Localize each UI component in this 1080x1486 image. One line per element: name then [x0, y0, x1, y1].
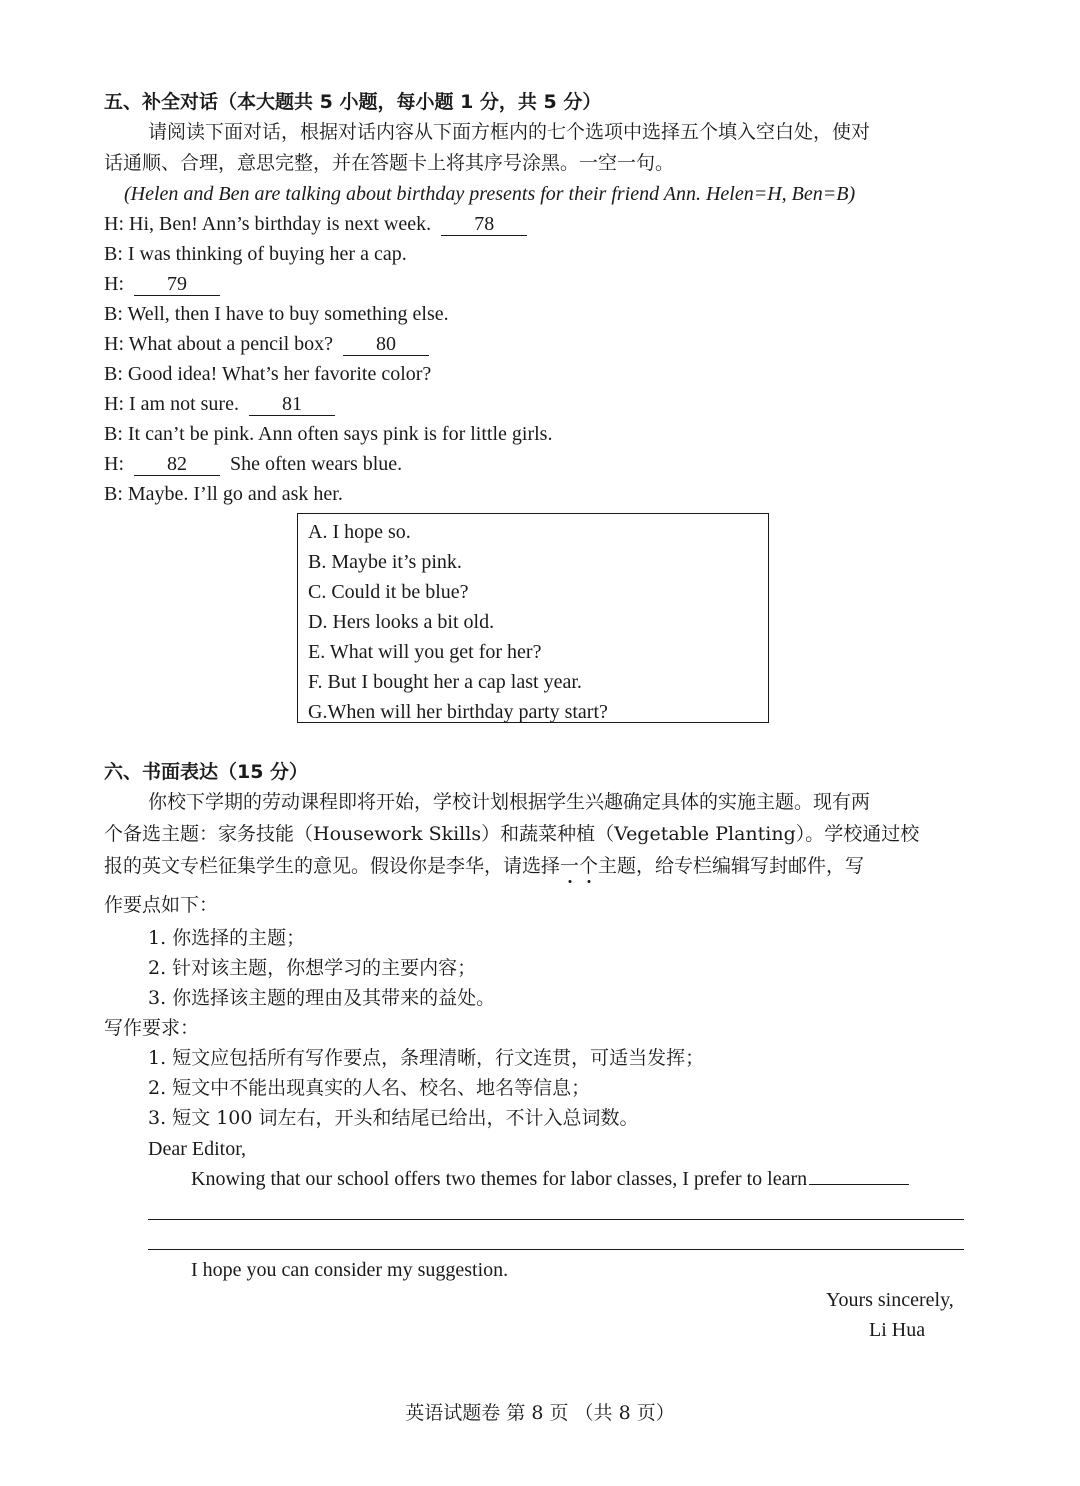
option-a: A. I hope so.: [308, 521, 411, 543]
dialogue-line-7: [104, 391, 345, 417]
writing-line-1[interactable]: [148, 1219, 964, 1220]
dialogue-line-6: [104, 361, 431, 387]
section6-heading: 六、书面表达（15 分）: [104, 761, 309, 783]
dialogue-text: B: It can’t be pink. Ann often says pink is for little girls.: [104, 423, 553, 445]
dialogue-text: H: I am not sure.: [104, 393, 239, 415]
requirement-1: 1. 短文应包括所有写作要点，条理清晰，行文连贯，可适当发挥；: [148, 1047, 705, 1069]
answer-blank-78[interactable]: 78: [441, 213, 527, 236]
option-d: D. Hers looks a bit old.: [308, 611, 495, 633]
answer-blank-81[interactable]: 81: [249, 393, 335, 416]
dialogue-line-2: [104, 241, 407, 267]
dialogue-text: B: Good idea! What’s her favorite color?: [104, 363, 432, 385]
writing-point-3: 3. 你选择该主题的理由及其带来的益处。: [148, 987, 496, 1009]
letter-opening-line: [191, 1166, 909, 1192]
requirements-title: 写作要求：: [104, 1017, 200, 1039]
writing-line-2[interactable]: [148, 1249, 964, 1250]
section5-instruction-line2: 话通顺、合理，意思完整，并在答题卡上将其序号涂黑。一空一句。: [104, 152, 675, 174]
emphasis-char: 一: [560, 855, 580, 877]
dialogue-text: H: What about a pencil box?: [104, 333, 334, 355]
dialogue-text: B: I was thinking of buying her a cap.: [104, 243, 407, 265]
dialogue-text: H: Hi, Ben! Ann’s birthday is next week.: [104, 213, 432, 235]
answer-blank-82[interactable]: 82: [134, 453, 220, 476]
writing-point-2: 2. 针对该主题，你想学习的主要内容；: [148, 957, 477, 979]
letter-opening-text: Knowing that our school offers two themes for labor classes, I prefer to learn: [191, 1168, 808, 1190]
option-e: E. What will you get for her?: [308, 641, 542, 663]
options-box: [297, 513, 769, 723]
writing-point-1: 1. 你选择的主题；: [148, 927, 306, 949]
option-f: F. But I bought her a cap last year.: [308, 671, 582, 693]
section5-heading: 五、补全对话（本大题共 5 小题，每小题 1 分，共 5 分）: [104, 91, 602, 113]
dialogue-text: H:: [104, 273, 124, 295]
section6-para-line3: [104, 853, 864, 879]
section6-para-line2: 个备选主题：家务技能（Housework Skills）和蔬菜种植（Vegetable Planting）。学校通过校: [104, 823, 920, 845]
page-footer: 英语试题卷 第 8 页 （共 8 页）: [405, 1402, 675, 1424]
dialogue-line-3: [104, 271, 230, 297]
dialogue-context: (Helen and Ben are talking about birthday presents for their friend Ann. Helen=H, Ben=B): [124, 183, 856, 205]
writing-blank-inline[interactable]: [809, 1166, 909, 1185]
letter-signoff: Yours sincerely,: [826, 1289, 954, 1311]
dialogue-line-4: [104, 301, 449, 327]
dialogue-text: H:: [104, 453, 124, 475]
dialogue-line-1: [104, 211, 537, 237]
letter-signature-name: Li Hua: [869, 1319, 926, 1341]
dialogue-line-9: [104, 451, 402, 477]
requirement-3: 3. 短文 100 词左右，开头和结尾已给出，不计入总词数。: [148, 1107, 639, 1129]
answer-blank-79[interactable]: 79: [134, 273, 220, 296]
dialogue-line-10: [104, 481, 343, 507]
requirement-2: 2. 短文中不能出现真实的人名、校名、地名等信息；: [148, 1077, 591, 1099]
section6-para-line4: 作要点如下：: [104, 894, 219, 916]
para-text: 报的英文专栏征集学生的意见。假设你是李华，请选择: [104, 855, 561, 877]
answer-blank-80[interactable]: 80: [343, 333, 429, 356]
option-c: C. Could it be blue?: [308, 581, 469, 603]
letter-closing-line: I hope you can consider my suggestion.: [191, 1259, 509, 1281]
dialogue-line-5: [104, 331, 439, 357]
dialogue-after-text: She often wears blue.: [230, 453, 403, 475]
option-g: G.When will her birthday party start?: [308, 701, 608, 723]
section6-para-line1: 你校下学期的劳动课程即将开始，学校计划根据学生兴趣确定具体的实施主题。现有两: [148, 791, 871, 813]
dialogue-text: B: Maybe. I’ll go and ask her.: [104, 483, 343, 505]
section5-instruction-line1: 请阅读下面对话，根据对话内容从下面方框内的七个选项中选择五个填入空白处，使对: [148, 121, 871, 143]
para-text: 主题，给专栏编辑写封邮件，写: [598, 855, 865, 877]
dialogue-text: B: Well, then I have to buy something else.: [104, 303, 449, 325]
letter-salutation: Dear Editor,: [148, 1138, 247, 1160]
emphasis-char: 个: [579, 855, 599, 877]
option-b: B. Maybe it’s pink.: [308, 551, 462, 573]
dialogue-line-8: [104, 421, 552, 447]
